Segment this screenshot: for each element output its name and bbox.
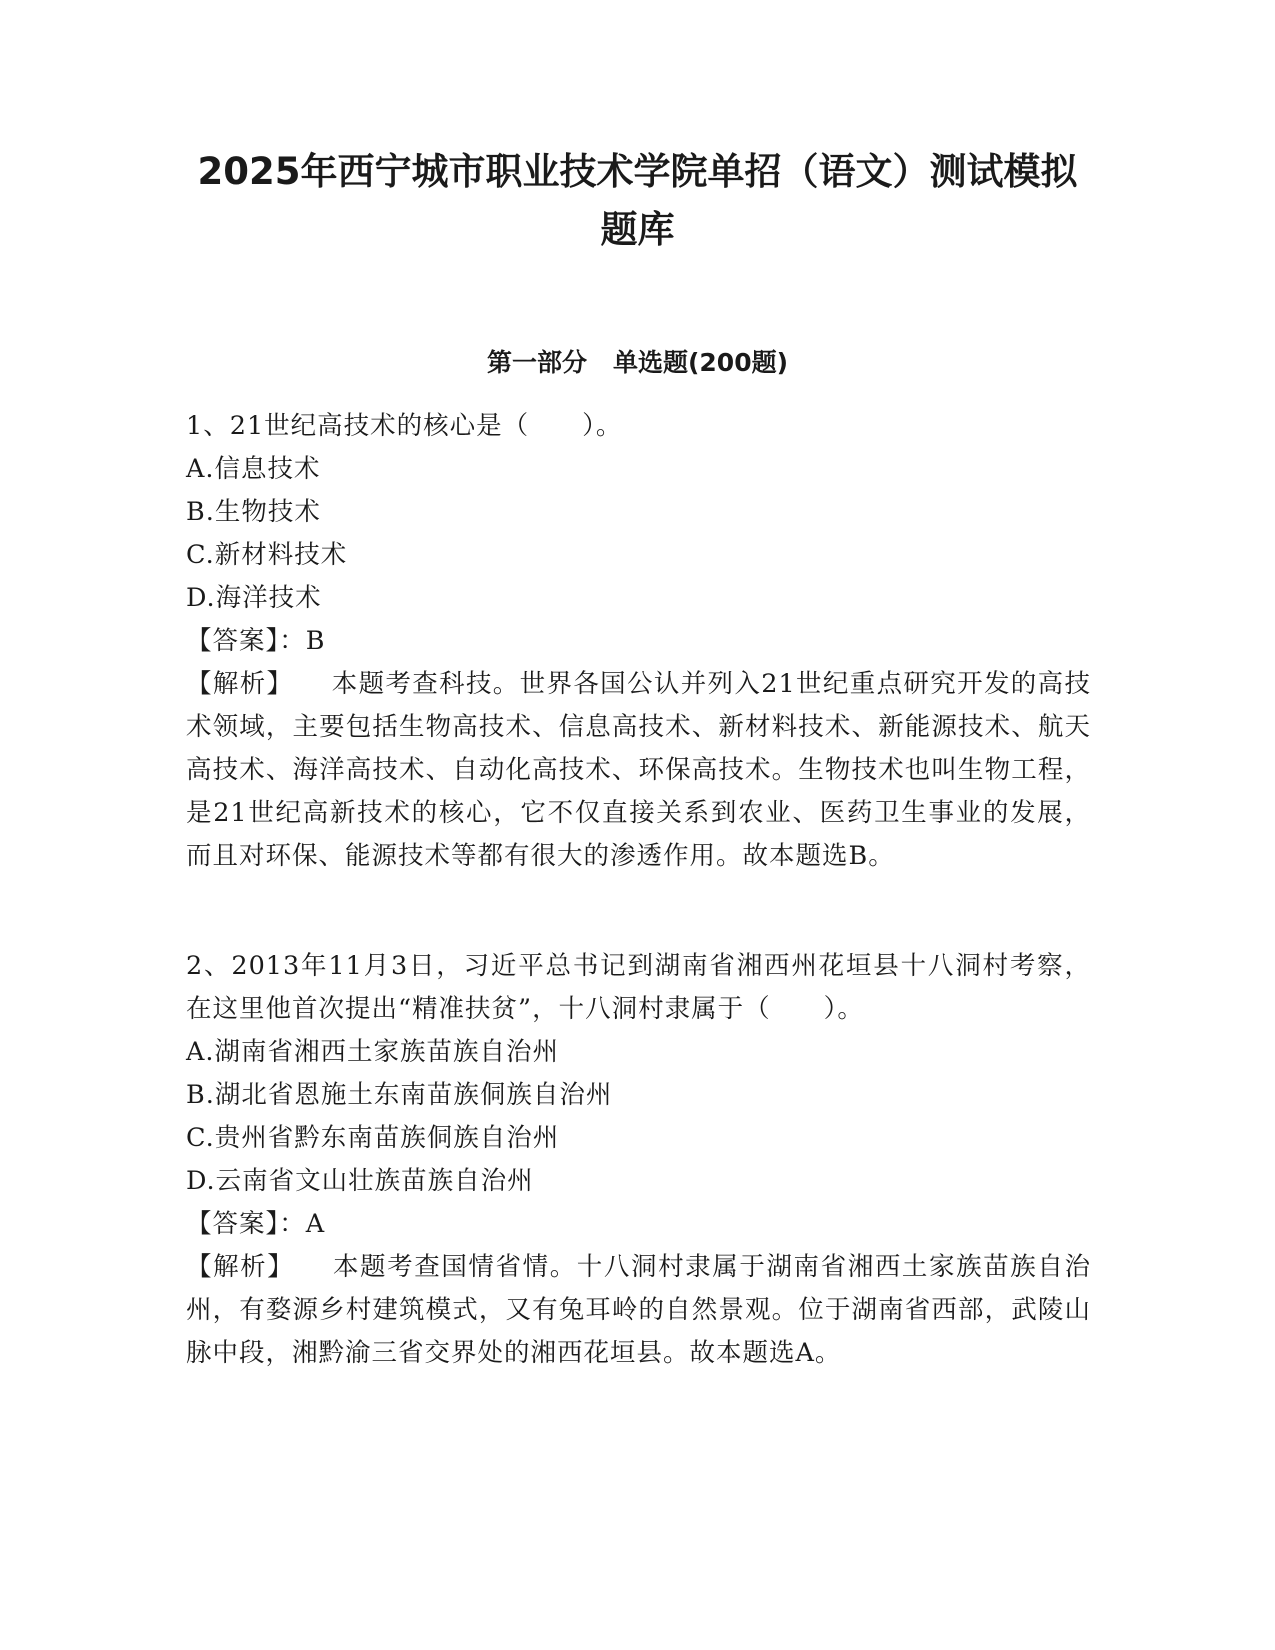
section-type-label: 单选题(200题) [612,348,789,377]
question-stem: 2、2013年11月3日，习近平总书记到湖南省湘西州花垣县十八洞村考察，在这里他首次提出“精准扶贫”，十八洞村隶属于（ ）。 [186,951,1091,1024]
answer-label: 【答案】： [186,1209,306,1239]
question-stem: 1、21世纪高技术的核心是（ ）。 [186,411,623,441]
document-title [180,143,1095,259]
option-a: A.信息技术 [186,454,321,484]
analysis-paragraph [186,663,1091,878]
answer-label: 【答案】： [186,626,306,656]
option-b: B.生物技术 [186,497,321,527]
option-a: A.湖南省湘西土家族苗族自治州 [186,1037,560,1067]
option-c: C.新材料技术 [186,540,348,570]
question-block-1 [186,405,1091,878]
answer-line [186,1203,1091,1246]
title-line-1: 2025年西宁城市职业技术学院单招（语文）测试模拟 [197,150,1078,193]
analysis-label: 【解析】 [186,669,294,699]
question-block-2 [186,945,1091,1375]
section-part-label: 第一部分 [486,348,587,377]
answer-value: B [305,626,326,656]
analysis-text: 本题考查国情省情。十八洞村隶属于湖南省湘西土家族苗族自治州，有婺源乡村建筑模式，又有兔耳岭的自然景观。位于湖南省西部，武陵山脉中段，湘黔渝三省交界处的湘西花垣县。故本题选A。 [186,1252,1091,1368]
answer-line [186,620,1091,663]
option-b: B.湖北省恩施土东南苗族侗族自治州 [186,1080,613,1110]
option-d: D.海洋技术 [186,583,322,613]
section-title [180,345,1095,381]
answer-value: A [305,1209,326,1239]
option-c: C.贵州省黔东南苗族侗族自治州 [186,1123,560,1153]
title-line-2: 题库 [600,208,675,251]
analysis-text: 本题考查科技。世界各国公认并列入21世纪重点研究开发的高技术领域，主要包括生物高技术、信息高技术、新材料技术、新能源技术、航天高技术、海洋高技术、自动化高技术、环保高技术。生物技术也叫生物工程，是21世纪高新技术的核心，它不仅直接关系到农业、医药卫生事业的发展，而且对环保、能源技术等都有很大的渗透作用。故本题选B。 [186,669,1091,871]
analysis-label: 【解析】 [186,1252,295,1282]
option-d: D.云南省文山壮族苗族自治州 [186,1166,534,1196]
analysis-paragraph [186,1246,1091,1375]
